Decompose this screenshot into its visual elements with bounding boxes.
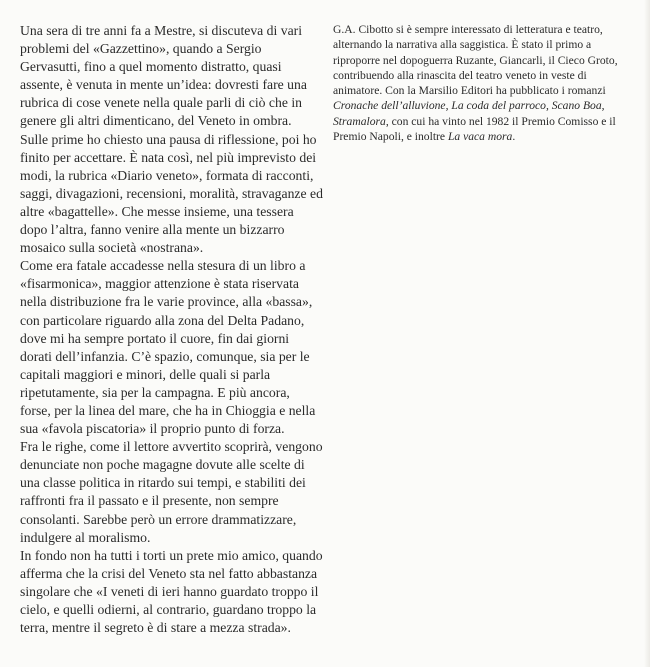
preface-paragraph-3: Come era fatale accadesse nella stesura di un libro a «fisarmonica», maggior attenzione è stata riservata nella distribuzione fra le varie province, alla «bassa», con particolare riguardo alla zona del Delta Padano, dove mi ha sempre portato il cuore, fin dai giorni dorati dell’infanzia. C’è spazio, comunque, sia per le capitali maggiori e minori, delle quali si parla ripetutamente, sia per la campagna. E più ancora, forse, per la linea del mare, che ha in Chioggia e nella sua «favola piscatoria» il proprio punto di forza. [20, 258, 316, 437]
preface-paragraph-2: Sulle prime ho chiesto una pausa di riflessione, poi ho finito per accettare. È nata così, nel più imprevisto dei modi, la rubrica «Diario veneto», formata di racconti, saggi, divagazioni, recensioni, moralità, stravaganze ed altre «bagattelle». Che messe insieme, una tessera dopo l’altra, fanno venire alla mente un bizzarro mosaico sulla società «nostrana». [20, 131, 323, 256]
preface-paragraph-5: In fondo non ha tutti i torti un prete mio amico, quando afferma che la crisi del Veneto sta nel fatto abbastanza singolare che «I veneti di ieri hanno guardato troppo il cielo, e quelli odierni, al contrario, guardano troppo la terra, mentre il segreto è di stare a mezza strada». [20, 547, 323, 636]
preface-paragraph-1: Una sera di tre anni fa a Mestre, si discuteva di vari problemi del «Gazzettino», quando a Sergio Gervasutti, fino a quel momento distratto, quasi assente, è venuta in mente un’idea: dovresti fare una rubrica di cose venete nella quale parli di ciò che in genere gli altri dimenticano, del Veneto in ombra. [20, 23, 307, 129]
author-bio-text-3: . [512, 130, 516, 144]
author-bio-text-1: G.A. Cibotto si è sempre interessato di letteratura e teatro, alternando la narrativa alla saggistica. È stato il primo a riproporre nel dopoguerra Ruzante, Giancarli, il Cieco Groto, contribuendo alla rinascita del teatro veneto in veste di animatore. Con la Marsilio Editori ha pubblicato i romanzi [333, 23, 618, 98]
preface-column [20, 22, 324, 637]
page-edge-shadow [644, 0, 650, 667]
novel-title-vaca-mora: La vaca mora [447, 130, 513, 144]
author-bio [333, 22, 635, 144]
preface-paragraph-4: Fra le righe, come il lettore avvertito scoprirà, vengono denunciate non poche magagne dovute alle scelte di una classe politica in ritardo sui tempi, e stabiliti dei raffronti fra il passato e il presente, non sempre consolanti. Sarebbe però un errore drammatizzare, indulgere al moralismo. [20, 439, 323, 545]
author-bio-text-2: , con cui ha vinto nel 1982 il Premio Comisso e il Premio Napoli, e inoltre [333, 114, 616, 144]
author-bio-column [333, 22, 635, 144]
novel-titles: Cronache dell’alluvione, La coda del parroco, Scano Boa, Stramalora [333, 99, 605, 128]
